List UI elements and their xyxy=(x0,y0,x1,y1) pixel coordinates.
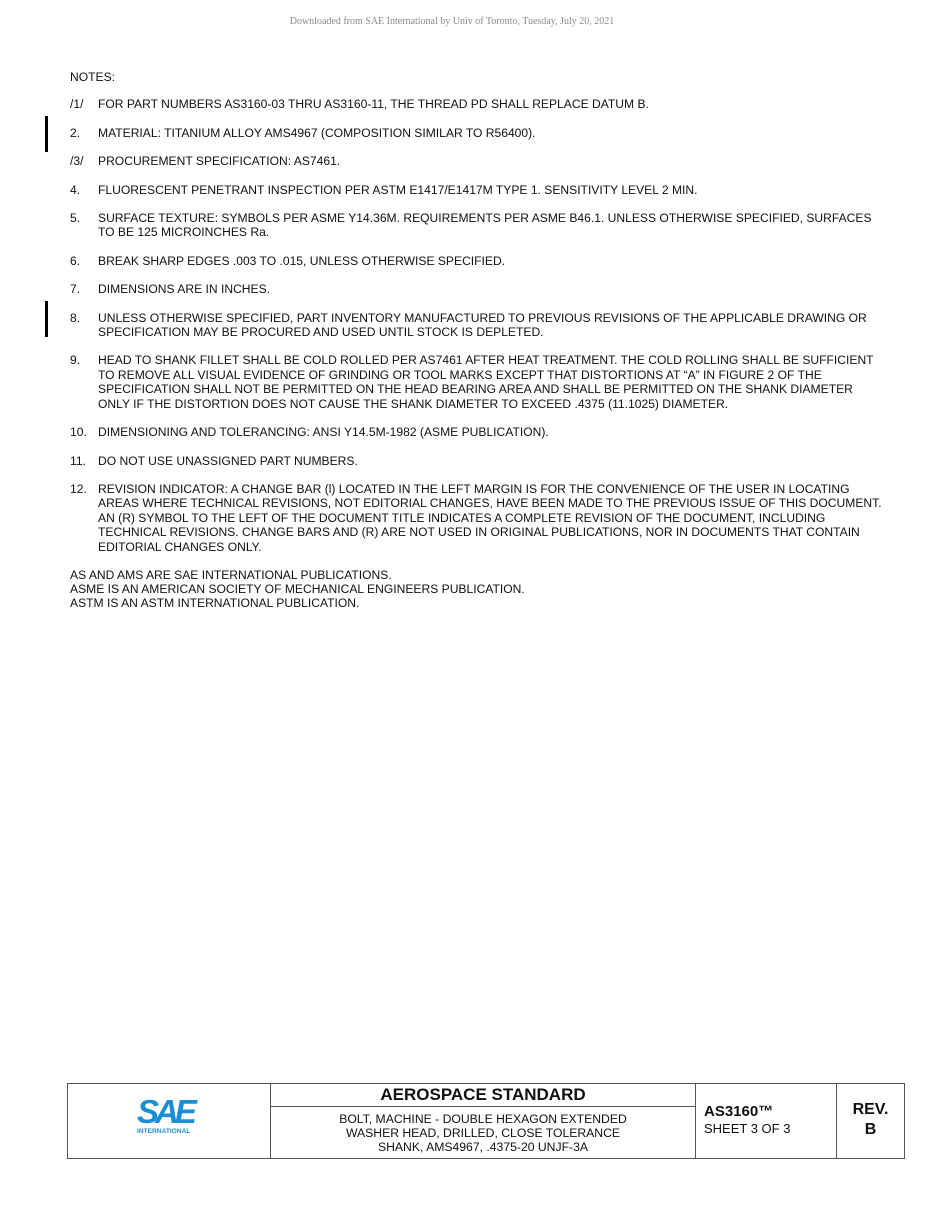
logo-subtext: INTERNATIONAL xyxy=(137,1128,191,1135)
publication-line: ASTM IS AN ASTM INTERNATIONAL PUBLICATION. xyxy=(70,596,360,611)
part-description xyxy=(271,1107,695,1158)
note-text: DIMENSIONS ARE IN INCHES. xyxy=(98,282,271,297)
description-line: BOLT, MACHINE - DOUBLE HEXAGON EXTENDED xyxy=(339,1112,627,1126)
note-number: 10. xyxy=(70,425,87,440)
description-line: SHANK, AMS4967, .4375-20 UNJF-3A xyxy=(378,1140,588,1155)
note-text: FOR PART NUMBERS AS3160-03 THRU AS3160-11, THE THREAD PD SHALL REPLACE DATUM B. xyxy=(98,97,649,112)
revision-value: B xyxy=(864,1121,877,1138)
note-item xyxy=(70,311,885,340)
note-item xyxy=(70,454,885,468)
note-item xyxy=(70,97,885,111)
note-number: 4. xyxy=(70,182,81,197)
notes-list xyxy=(70,97,885,554)
note-text: REVISION INDICATOR: A CHANGE BAR (l) LOCATED IN THE LEFT MARGIN IS FOR THE CONVENIENCE OF THE USER IN LOCATING AREAS WHERE TECHNICAL REVISIONS, NOT EDITORIAL CHANGES, HAVE BEEN MADE TO THE PREVIOUS ISSUE OF THIS DOCUMENT. AN (R) SYMBOL TO THE LEFT OF THE DOCUMENT TITLE INDICATES A COMPLETE REVISION OF THE DOCUMENT, INCLUDING TECHNICAL REVISIONS. CHANGE BARS AND (R) ARE NOT USED IN ORIGINAL PUBLICATIONS, NOR IN DOCUMENTS THAT CONTAIN EDITORIAL CHANGES ONLY. xyxy=(98,481,882,554)
revision-label: REV. xyxy=(852,1101,889,1118)
note-number: 5. xyxy=(70,211,81,226)
download-watermark: Downloaded from SAE International by Univ of Toronto, Tuesday, July 20, 2021 xyxy=(289,16,615,27)
note-item xyxy=(70,126,885,140)
note-text: HEAD TO SHANK FILLET SHALL BE COLD ROLLED PER AS7461 AFTER HEAT TREATMENT. THE COLD ROLLING SHALL BE SUFFICIENT TO REMOVE ALL VISUAL EVIDENCE OF GRINDING OR TOOL MARKS EXCEPT THAT DISTORTIONS AT “A” IN FIGURE 2 OF THE SPECIFICATION SHALL NOT BE PERMITTED ON THE HEAD BEARING AREA AND SHALL BE PERMITTED ON THE SHANK DIAMETER ONLY IF THE DISTORTION DOES NOT CAUSE THE SHANK DIAMETER TO EXCEED .4375 (11.1025) DIAMETER. xyxy=(98,353,874,411)
note-number: 9. xyxy=(70,353,81,368)
note-item xyxy=(70,353,885,411)
note-item xyxy=(70,282,885,296)
logo-wordmark: SAE xyxy=(137,1094,193,1130)
note-number: /1/ xyxy=(70,97,84,112)
note-number: /3/ xyxy=(70,154,84,169)
note-item xyxy=(70,211,885,240)
title-block xyxy=(67,1083,905,1159)
publication-line: ASME IS AN AMERICAN SOCIETY OF MECHANICAL ENGINEERS PUBLICATION. xyxy=(70,582,525,597)
note-item xyxy=(70,425,885,439)
change-bar xyxy=(45,301,48,337)
document-number: AS3160™ xyxy=(704,1103,774,1120)
note-item xyxy=(70,154,885,168)
sae-logo xyxy=(136,1094,202,1141)
revision-cell xyxy=(837,1084,904,1158)
notes-title: NOTES: xyxy=(70,70,116,84)
standard-heading: AEROSPACE STANDARD xyxy=(271,1084,695,1107)
note-number: 2. xyxy=(70,125,81,140)
publications-list xyxy=(70,568,885,611)
description-line: WASHER HEAD, DRILLED, CLOSE TOLERANCE xyxy=(345,1126,621,1141)
logo-cell xyxy=(68,1084,271,1158)
note-text: UNLESS OTHERWISE SPECIFIED, PART INVENTORY MANUFACTURED TO PREVIOUS REVISIONS OF THE APPLICABLE DRAWING OR SPECIFICATION MAY BE PROCURED AND USED UNTIL STOCK IS DEPLETED. xyxy=(98,310,867,340)
sae-logo-icon xyxy=(136,1094,202,1136)
note-text: BREAK SHARP EDGES .003 TO .015, UNLESS OTHERWISE SPECIFIED. xyxy=(98,253,506,268)
note-item xyxy=(70,482,885,554)
sheet-number: SHEET 3 OF 3 xyxy=(704,1121,791,1136)
document-number-cell xyxy=(696,1084,837,1158)
notes-section xyxy=(70,70,885,611)
note-text: DO NOT USE UNASSIGNED PART NUMBERS. xyxy=(98,453,358,468)
note-item xyxy=(70,183,885,197)
note-number: 12. xyxy=(70,481,87,496)
note-item xyxy=(70,254,885,268)
title-cell xyxy=(271,1084,696,1158)
change-bar xyxy=(45,116,48,152)
note-number: 11. xyxy=(70,453,86,468)
note-number: 8. xyxy=(70,310,81,325)
note-text: DIMENSIONING AND TOLERANCING: ANSI Y14.5M-1982 (ASME PUBLICATION). xyxy=(98,425,549,440)
publication-line: AS AND AMS ARE SAE INTERNATIONAL PUBLICATIONS. xyxy=(70,567,392,582)
note-text: MATERIAL: TITANIUM ALLOY AMS4967 (COMPOSITION SIMILAR TO R56400). xyxy=(98,125,536,140)
note-text: SURFACE TEXTURE: SYMBOLS PER ASME Y14.36M. REQUIREMENTS PER ASME B46.1. UNLESS OTHERWISE SPECIFIED, SURFACES TO BE 125 MICROINCHES Ra. xyxy=(98,211,872,240)
note-text: PROCUREMENT SPECIFICATION: AS7461. xyxy=(98,154,341,169)
note-text: FLUORESCENT PENETRANT INSPECTION PER ASTM E1417/E1417M TYPE 1. SENSITIVITY LEVEL 2 MIN. xyxy=(98,182,698,197)
note-number: 7. xyxy=(70,282,81,297)
note-number: 6. xyxy=(70,253,81,268)
